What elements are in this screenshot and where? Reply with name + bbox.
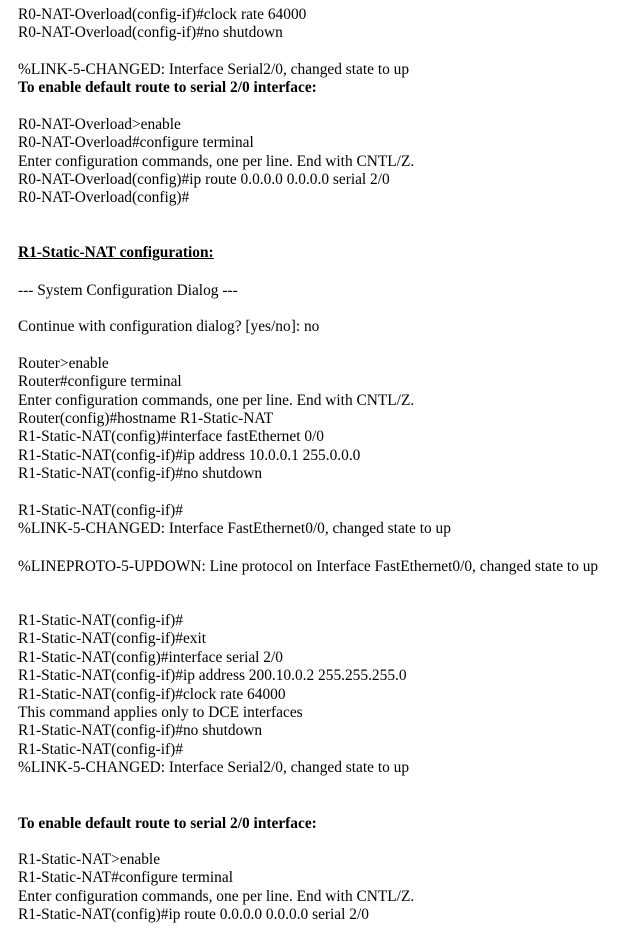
text-line: R1-Static-NAT(config-if)# — [18, 741, 183, 758]
text-line: Enter configuration commands, one per line. End with CNTL/Z. — [18, 392, 415, 409]
text-line: Router(config)#hostname R1-Static-NAT — [18, 410, 274, 427]
text-line: Continue with configuration dialog? [yes/no]: no — [18, 318, 320, 335]
text-line: R1-Static-NAT(config-if)#clock rate 64000 — [18, 686, 286, 703]
section-title: R1-Static-NAT configuration: — [18, 244, 214, 261]
text-line: R1-Static-NAT(config)#ip route 0.0.0.0 0.0.0.0 serial 2/0 — [18, 906, 369, 923]
text-line: This command applies only to DCE interfaces — [18, 704, 303, 721]
text-line: R0-NAT-Overload(config-if)#no shutdown — [18, 24, 283, 41]
text-line: %LINK-5-CHANGED: Interface Serial2/0, changed state to up — [18, 61, 410, 78]
text-line: Router>enable — [18, 355, 109, 372]
text-line: R1-Static-NAT(config-if)#ip address 10.0.0.1 255.0.0.0 — [18, 447, 361, 464]
text-line: R0-NAT-Overload#configure terminal — [18, 134, 254, 151]
text-line: R1-Static-NAT(config)#interface fastEthernet 0/0 — [18, 428, 324, 445]
text-line: Enter configuration commands, one per line. End with CNTL/Z. — [18, 153, 415, 170]
text-line: R0-NAT-Overload(config-if)#clock rate 64000 — [18, 6, 307, 23]
section-heading: To enable default route to serial 2/0 interface: — [18, 815, 317, 832]
text-line: Router#configure terminal — [18, 373, 182, 390]
text-line: R1-Static-NAT(config-if)# — [18, 502, 183, 519]
text-line: R1-Static-NAT>enable — [18, 851, 161, 868]
text-line: R1-Static-NAT(config-if)#ip address 200.10.0.2 255.255.255.0 — [18, 667, 407, 684]
text-line: R1-Static-NAT(config-if)# — [18, 612, 183, 629]
text-line: R1-Static-NAT(config-if)#no shutdown — [18, 722, 263, 739]
text-line: R1-Static-NAT(config-if)#no shutdown — [18, 465, 263, 482]
text-line: R0-NAT-Overload>enable — [18, 116, 181, 133]
text-line: Enter configuration commands, one per line. End with CNTL/Z. — [18, 888, 415, 905]
text-line: --- System Configuration Dialog --- — [18, 282, 238, 299]
text-line: R1-Static-NAT#configure terminal — [18, 869, 233, 886]
text-line: %LINK-5-CHANGED: Interface FastEthernet0/0, changed state to up — [18, 520, 451, 537]
text-line: R0-NAT-Overload(config)#ip route 0.0.0.0 0.0.0.0 serial 2/0 — [18, 171, 390, 188]
text-line: R0-NAT-Overload(config)# — [18, 189, 190, 206]
section-heading: To enable default route to serial 2/0 interface: — [18, 79, 317, 96]
text-line: R1-Static-NAT(config-if)#exit — [18, 630, 207, 647]
text-line: %LINEPROTO-5-UPDOWN: Line protocol on Interface FastEthernet0/0, changed state to up — [18, 558, 599, 575]
text-line: %LINK-5-CHANGED: Interface Serial2/0, changed state to up — [18, 759, 410, 776]
text-line: R1-Static-NAT(config)#interface serial 2/0 — [18, 649, 283, 666]
